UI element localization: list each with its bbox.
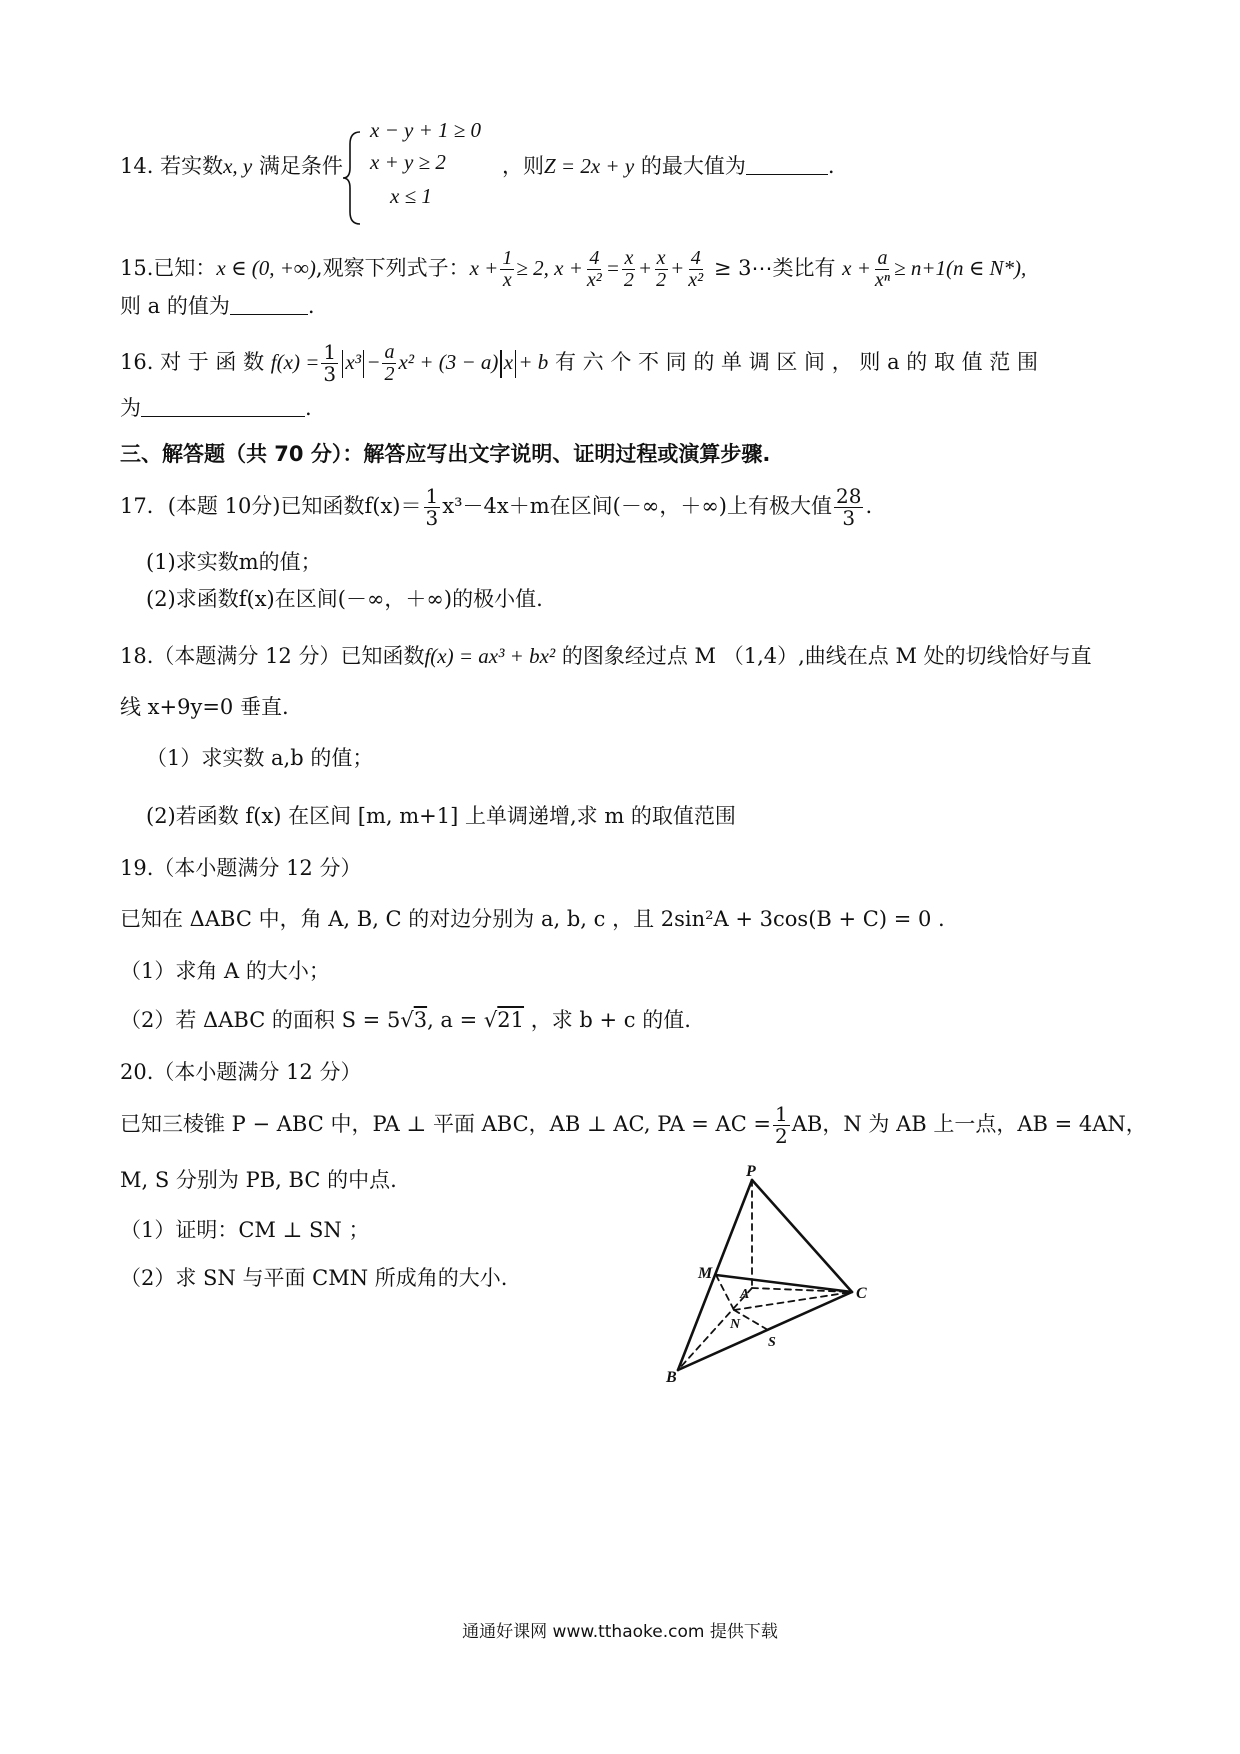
q16-lead: 16. 对 于 函 数	[120, 350, 265, 374]
fraction: $\frac{x}{2}$	[623, 247, 634, 291]
label-A: A	[740, 1287, 750, 1302]
q16-fx: f(x) =	[270, 350, 320, 374]
q16-line1: 16. 对 于 函 数 f(x) = $\frac{1}{3}$ x³ − $\frac{a}{2}$ x² + (3 − a) x + b 有 六 个 不 同 的 单 调 区 间 ， 则 a 的 取 值 范 围	[120, 340, 1038, 386]
q20-line1a: 已知三棱锥 P − ABC 中，PA ⊥ 平面 ABC，AB ⊥ AC, PA = AC =	[120, 1112, 772, 1136]
q19-sqrt-21: 21	[497, 1008, 525, 1032]
section-3-heading: 三、解答题（共 70 分）：解答应写出文字说明、证明过程或演算步骤.	[120, 442, 771, 466]
q15-observe: ,观察下列式子：	[315, 256, 470, 280]
q14-mid: 满足条件	[252, 154, 343, 178]
q19-p2c: , a =	[427, 1008, 484, 1032]
q15-analogy: ≥ 3⋯类比有	[707, 256, 843, 280]
fraction: $\frac{a}{\text{xⁿ}}$	[874, 247, 891, 291]
fraction: $\frac{28}{3}$	[836, 484, 862, 530]
q20-line1b: AB，N 为 AB 上一点，AB = 4AN，	[791, 1112, 1147, 1136]
q18-fx: f(x) = ax³ + bx²	[424, 644, 556, 668]
q17-part2: (2)求函数f(x)在区间(－∞，＋∞)的极小值.	[146, 587, 543, 611]
q17-part1: (1)求实数m的值；	[146, 550, 322, 574]
q14-vars: x, y	[223, 154, 253, 178]
q18-part1: （1）求实数 a,b 的值；	[146, 746, 374, 770]
edge-MC	[716, 1275, 852, 1292]
left-brace-icon	[340, 128, 364, 228]
q17-body: x³－4x＋m在区间(－∞，＋∞)上有极大值	[442, 494, 832, 518]
q20-line1	[120, 1104, 1147, 1147]
edge-MN	[716, 1275, 734, 1310]
q18-mid: 的图象经过点 M （1,4）,曲线在点 M 处的切线恰好与直	[555, 644, 1092, 668]
q19-p2e: ，求 b + c 的值.	[524, 1008, 691, 1032]
fraction: $\frac{4}{\text{x²}}$	[586, 247, 602, 291]
label-B: B	[666, 1369, 677, 1386]
q19-sqrt-3: 3	[413, 1008, 428, 1032]
q14-constraint-system	[340, 118, 500, 228]
q20-heading: 20.（本小题满分 12 分）	[120, 1060, 362, 1084]
q15-line2-text: 则 a 的值为	[120, 294, 230, 318]
tetrahedron-figure	[660, 1160, 980, 1420]
label-N: N	[730, 1317, 741, 1332]
q18-line1	[120, 640, 1092, 670]
q16-tail: 有 六 个 不 同 的 单 调 区 间 ， 则 a 的 取 值 范 围	[554, 350, 1038, 374]
fraction: $\frac{x}{2}$	[656, 247, 667, 291]
q16-end: .	[305, 396, 312, 420]
q14-tail	[502, 150, 835, 180]
q17-lead: 17．(本题 10分)已知函数f(x)＝	[120, 494, 422, 518]
q20-line2: M, S 分别为 PB, BC 的中点.	[120, 1168, 397, 1192]
q18-part2: (2)若函数 f(x) 在区间 [m, m+1] 上单调递增,求 m 的取值范围	[146, 804, 736, 828]
q15-lead: 15.已知：	[120, 256, 217, 280]
page-footer: 通通好课网 www.tthaoke.com 提供下载	[462, 1622, 778, 1642]
q15-condition: ≥ n+1(n ∈ N*),	[894, 256, 1027, 280]
q15-line2	[120, 290, 315, 320]
q20-part2: （2）求 SN 与平面 CMN 所成角的大小.	[120, 1266, 508, 1290]
q20-part1: （1）证明：CM ⊥ SN ；	[120, 1218, 370, 1242]
q14-constraint-2: x + y ≥ 2	[370, 150, 446, 174]
fraction: $\frac{4}{\text{x²}}$	[688, 247, 704, 291]
q14-line	[120, 150, 343, 180]
q17-line1	[120, 486, 872, 529]
q14-prefix: 14. 若实数	[120, 154, 224, 178]
q19-line1: 已知在 ΔABC 中，角 A, B, C 的对边分别为 a, b, c ，且 2sin²A + 3cos(B + C) = 0 .	[120, 907, 945, 931]
q14-constraint-1: x − y + 1 ≥ 0	[370, 118, 482, 142]
answer-blank	[141, 395, 305, 417]
fraction: $\frac{1}{2}$	[775, 1102, 788, 1148]
label-S: S	[768, 1335, 776, 1350]
q18-lead: 18.（本题满分 12 分）已知函数	[120, 644, 425, 668]
q16-line2	[120, 392, 312, 422]
answer-blank	[746, 153, 828, 175]
q17-end: .	[865, 494, 873, 518]
q15-domain: x ∈ (0, +∞)	[216, 256, 316, 280]
q15-line1: 15.已知：x ∈ (0, +∞),观察下列式子：x + $\frac{1}{x}$ ≥ 2, x + $\frac{4}{\text{x²}}$ = $\frac{x}{2}$ + $\frac{x}{2}$ + $\frac{4}{\text{x²}}$ ≥ 3⋯类比有 x + $\frac{a}{\text{xⁿ}}$ ≥ n+1(n ∈ N*),	[120, 247, 1027, 291]
fraction: $\frac{1}{3}$	[323, 340, 337, 386]
q19-heading: 19.（本小题满分 12 分）	[120, 856, 362, 880]
q19-p2a: （2）若 ΔABC 的面积 S = 5	[120, 1008, 401, 1032]
label-M: M	[698, 1265, 713, 1282]
q19-part2: （2）若 ΔABC 的面积 S = 5√3, a = √21 ，求 b + c 的值.	[120, 1008, 691, 1032]
q14-expr: Z = 2x + y	[544, 154, 635, 178]
fraction: $\frac{1}{3}$	[425, 484, 439, 530]
fraction: $\frac{1}{x}$	[502, 247, 513, 291]
label-P: P	[746, 1163, 756, 1180]
q18-line2: 线 x+9y=0 垂直.	[120, 695, 289, 719]
q14-constraint-3: x ≤ 1	[390, 184, 432, 208]
edge-PC	[752, 1180, 852, 1292]
q14-tail-text: 的最大值为	[634, 154, 746, 178]
q19-part1: （1）求角 A 的大小；	[120, 959, 330, 983]
label-C: C	[856, 1285, 867, 1302]
q15-end: .	[307, 294, 315, 318]
answer-blank	[230, 293, 308, 315]
q16-line2-text: 为	[120, 396, 141, 420]
q14-end: .	[827, 154, 835, 178]
q14-after: ，则	[502, 154, 544, 178]
fraction: $\frac{a}{2}$	[384, 341, 395, 385]
